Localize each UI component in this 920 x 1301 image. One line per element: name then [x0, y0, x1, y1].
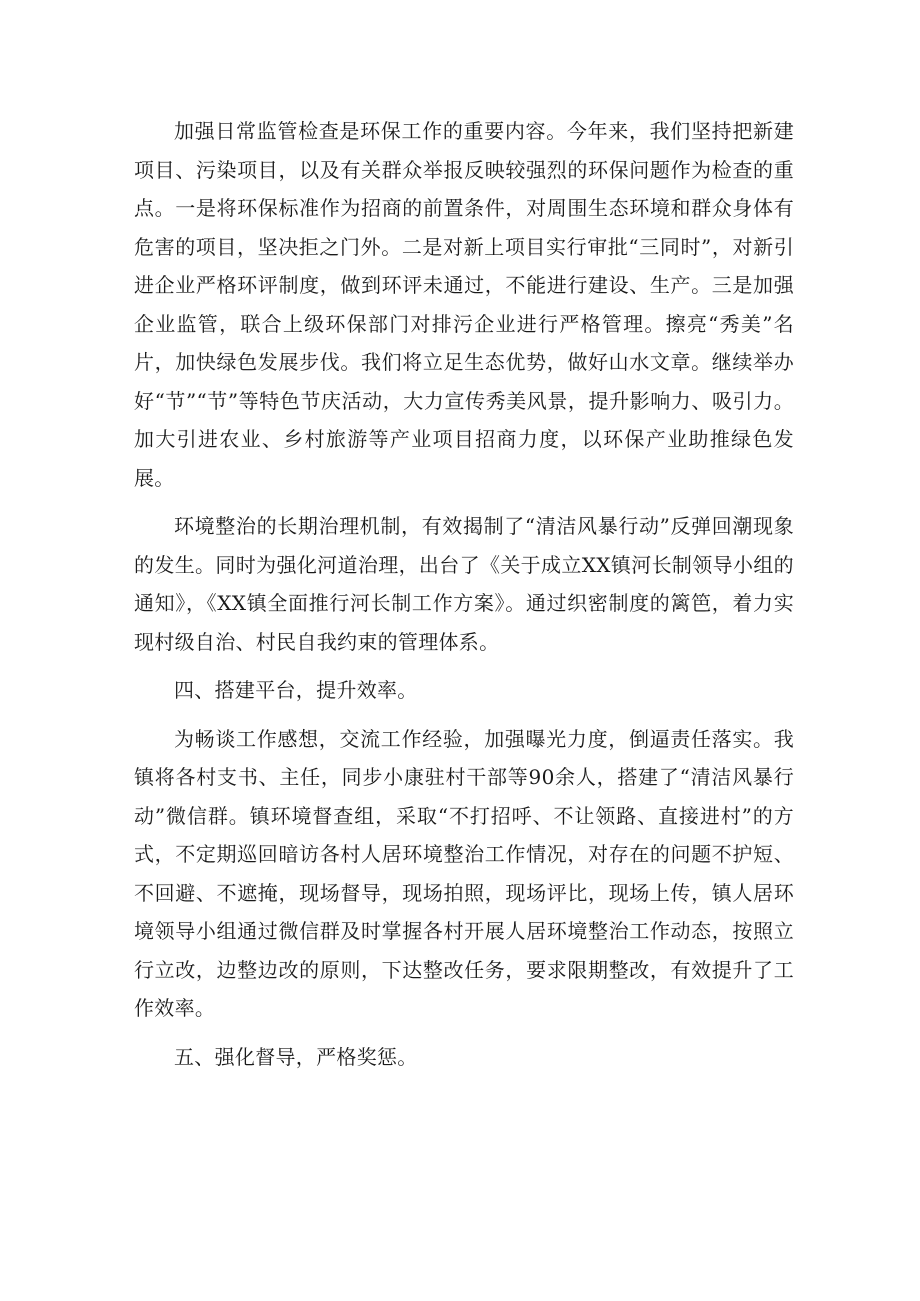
document-body	[134, 112, 794, 1086]
paragraph-environmental-inspection: 加强日常监管检查是环保工作的重要内容。今年来，我们坚持把新建项目、污染项目，以及有关群众举报反映较强烈的环保问题作为检查的重点。一是将环保标准作为招商的前置条件，对周围生态环境和群众身体有危害的项目，坚决拒之门外。二是对新上项目实行审批“三同时”，对新引进企业严格环评制度，做到环评未通过，不能进行建设、生产。三是加强企业监管，联合上级环保部门对排污企业进行严格管理。擦亮“秀美”名片，加快绿色发展步伐。我们将立足生态优势，做好山水文章。继续举办好“节”“节”等特色节庆活动，大力宣传秀美风景，提升影响力、吸引力。加大引进农业、乡村旅游等产业项目招商力度，以环保产业助推绿色发展。	[134, 119, 794, 490]
paragraph-platform-efficiency: 为畅谈工作感想，交流工作经验，加强曝光力度，倒逼责任落实。我镇将各村支书、主任，同步小康驻村干部等90余人，搭建了“清洁风暴行动”微信群。镇环境督查组，采取“不打招呼、不让领路、直接进村”的方式，不定期巡回暗访各村人居环境整治工作情况，对存在的问题不护短、不回避、不遮掩，现场督导，现场拍照，现场评比，现场上传，镇人居环境领导小组通过微信群及时掌握各村开展人居环境整治工作动态，按照立行立改，边整边改的原则，下达整改任务，要求限期整改，有效提升了工作效率。	[134, 726, 794, 1020]
section-heading-five: 五、强化督导，严格奖惩。	[174, 1044, 418, 1069]
section-heading-four: 四、搭建平台，提升效率。	[174, 678, 418, 702]
paragraph-long-term-mechanism: 环境整治的长期治理机制，有效揭制了“清洁风暴行动”反弹回潮现象的发生。同时为强化河道治理，出台了《关于成立XX镇河长制领导小组的通知》，《XX镇全面推行河长制工作方案》。通过织密制度的篱笆，着力实现村级自治、村民自我约束的管理体系。	[134, 514, 794, 654]
